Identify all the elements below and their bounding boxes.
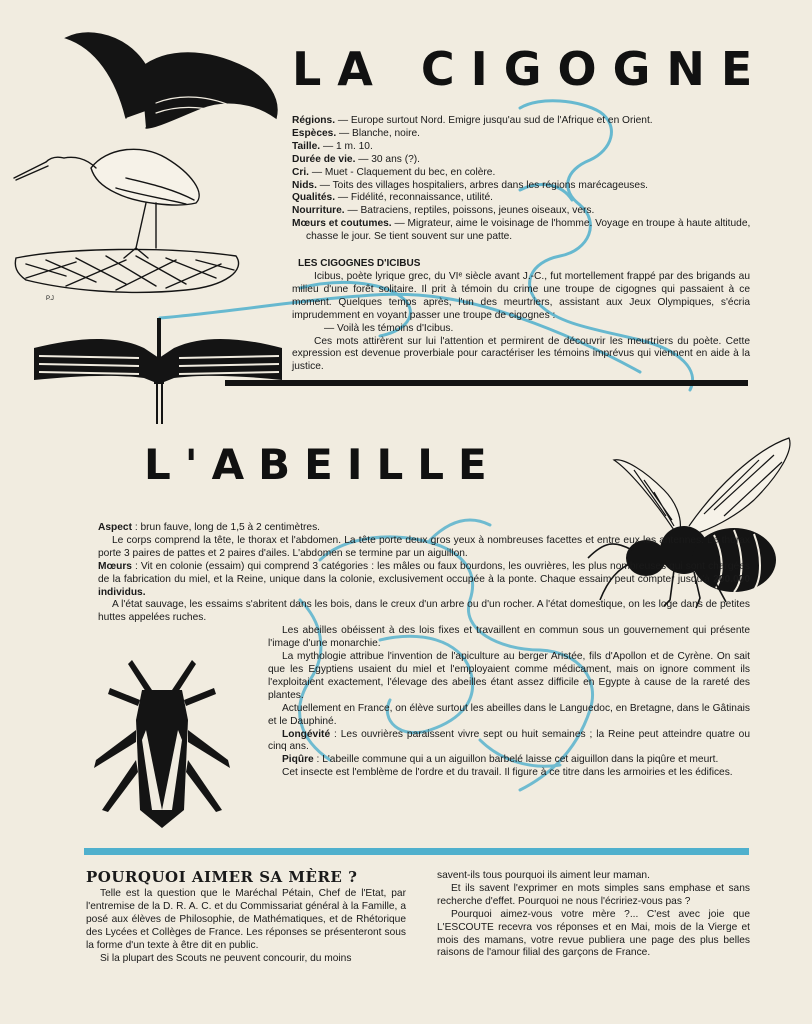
mother-paragraph: savent-ils tous pourquoi ils aiment leur maman. xyxy=(437,870,650,881)
stork-flying-illustration xyxy=(6,8,286,308)
bee-piqure: Piqûre : L'abeille commune qui a un aiguillon barbelé laisse cet aiguillon dans la piqûre et meurt. xyxy=(282,754,719,766)
story-paragraph: — Voilà les témoins d'Icibus. xyxy=(324,322,454,334)
stork-section-title: LA CIGOGNE xyxy=(292,42,769,96)
mother-paragraph: Et ils savent l'exprimer en mots simples sans emphase et sans recherche d'effet. Pourquoi ne nous l'écririez-vous pas ? xyxy=(437,882,750,907)
fact-row-regions: Régions. — Europe surtout Nord. Emigre jusqu'au sud de l'Afrique et en Orient. xyxy=(292,115,653,126)
mother-column-right xyxy=(437,870,750,960)
mother-paragraph: Si la plupart des Scouts ne peuvent concourir, du moins xyxy=(100,952,352,964)
bee-longevite: Longévité : Les ouvrières paraissent vivre sept ou huit semaines ; la Reine peut atteindre quatre ou cinq ans. xyxy=(268,728,750,753)
bee-mythologie: La mythologie attribue l'invention de l'apiculture au berger Aristée, fils d'Apollon et de Cyrène. On sait que les Egyptiens usaient du miel et l'employaient comme médicament, mais on ignore comment ils l'exploitaient exactement, l'élevage des abeilles étant assez difficile en Egypte à cause de la rareté des plantes. xyxy=(268,651,750,701)
illustration-signature: P.J xyxy=(46,296,54,302)
bee-aspect: Aspect : brun fauve, long de 1,5 à 2 centimètres. xyxy=(98,522,321,533)
story-paragraph: Icibus, poète lyrique grec, du VIᵉ siècle avant J.-C., fut mortellement frappé par des brigands au milieu d'une forêt solitaire. Il prit à témoin du crime une troupe de cigognes qui passaient à ce moment. Quelques temps après, l'un des meurtriers, assistant aux Jeux Olympiques, s'écria imprudemment en voyant passer une troupe de cigognes : xyxy=(292,271,750,321)
stork-facts-list xyxy=(292,115,752,244)
bee-corps: Le corps comprend la tête, le thorax et l'abdomen. La tête porte deux gros yeux à nombreuses facettes et entre eux les antennes. Le thorax porte 3 paires de pattes et 2 paires d'ailes. L'abdomen se termine par un aiguillon. xyxy=(98,534,750,559)
bee-lois: Les abeilles obéissent à des lois fixes et travaillent en commun sous un gouvernement qui présente l'image d'une monarchie. xyxy=(268,625,750,650)
fact-row-taille: Taille. — 1 m. 10. xyxy=(292,140,373,152)
bee-description xyxy=(98,522,750,780)
fact-row-cri: Cri. — Muet - Claquement du bec, en colère. xyxy=(292,166,496,178)
bee-sauvage: A l'état sauvage, les essaims s'abritent dans les bois, dans le creux d'un arbre ou d'un rocher. A l'état domestique, on les loge dans de petites huttes appelées ruches. xyxy=(98,599,750,624)
mother-section-title: POURQUOI AIMER SA MÈRE ? xyxy=(86,868,358,886)
fact-row-nids: Nids. — Toits des villages hospitaliers, arbres dans les régions marécageuses. xyxy=(292,179,648,191)
fact-row-duree: Durée de vie. — 30 ans (?). xyxy=(292,153,420,165)
bee-france: Actuellement en France, on élève surtout les abeilles dans le Languedoc, en Bretagne, dans le Gâtinais et le Dauphiné. xyxy=(268,702,750,727)
mother-column-left xyxy=(86,888,406,965)
stork-story-title: LES CIGOGNES D'ICIBUS xyxy=(298,258,421,269)
mother-paragraph: Pourquoi aimez-vous votre mère ?... C'est avec joie que L'ESCOUTE recevra vos réponses et en Mai, mois de la Vierge et mois des mamans, votre revue publiera une page des plus belles raisons de l'amour filial des garçons de France. xyxy=(437,908,750,959)
mother-paragraph: Telle est la question que le Maréchal Pétain, Chef de l'Etat, par l'entremise de la D. R. A. C. et du Commissariat général à la Famille, a posé aux élèves de Philosophie, de Mathématiques, et de Rhétorique des Lycées et Collèges de France. Les réponses se présenteront sous la forme d'un texte à être dit en public. xyxy=(86,888,406,951)
stork-silhouette-icon xyxy=(34,318,284,428)
bee-embleme: Cet insecte est l'emblème de l'ordre et du travail. Il figure à ce titre dans les armoiries et les édifices. xyxy=(282,767,733,779)
fact-row-nourriture: Nourriture. — Batraciens, reptiles, poissons, jeunes oiseaux, vers. xyxy=(292,205,595,217)
fact-row-moeurs: Mœurs et coutumes. — Migrateur, aime le voisinage de l'homme. Voyage en troupe à haute altitude, chasse le jour. Se tient souvent sur une patte. xyxy=(292,218,751,243)
bee-moeurs: Mœurs : Vit en colonie (essaim) qui comprend 3 catégories : les mâles ou faux bourdons, les ouvrières, les plus nombreuses qui sont chargées de la fabrication du miel, et la Reine, unique dans la colonie, exclusivement occupée à la ponte. Chaque essaim peut compter jusqu'à 200.000 individus. xyxy=(98,560,750,598)
bee-section-title: L'ABEILLE xyxy=(144,440,501,489)
fact-row-especes: Espèces. — Blanche, noire. xyxy=(292,127,420,139)
fact-row-qualites: Qualités. — Fidélité, reconnaissance, utilité. xyxy=(292,192,494,204)
stork-story xyxy=(292,271,750,374)
story-paragraph: Ces mots attirèrent sur lui l'attention et permirent de découvrir les meurtriers du poète. Cette expression est devenue proverbiale pour caractériser les témoins imprévus qui viennent en aide à la justice. xyxy=(292,335,750,373)
section-divider xyxy=(225,380,748,386)
blue-divider xyxy=(84,848,749,855)
